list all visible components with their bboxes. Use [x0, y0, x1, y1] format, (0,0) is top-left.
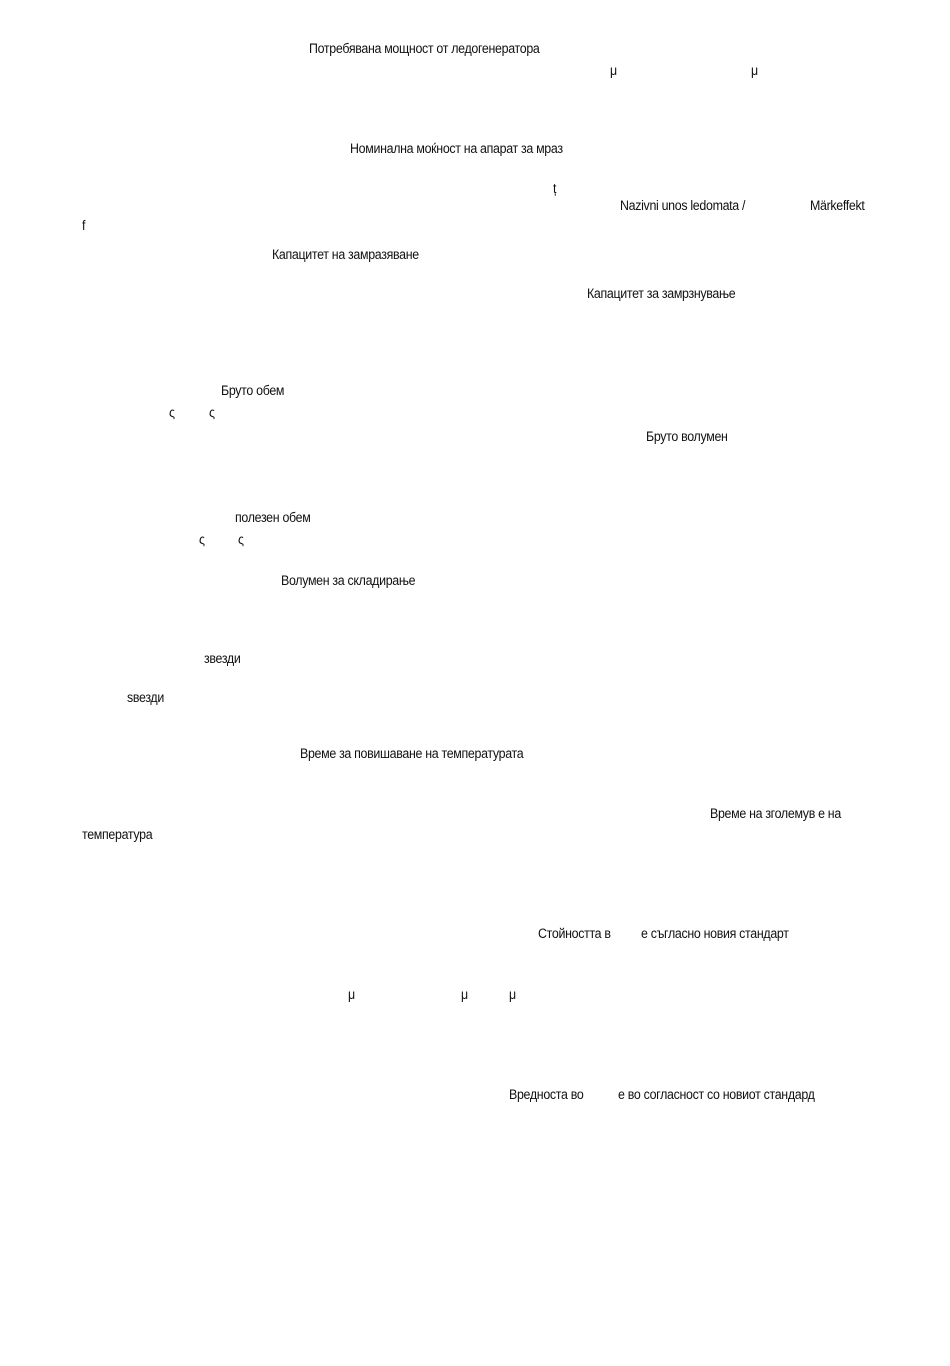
text-line: Капацитет за замрзнување	[587, 286, 736, 301]
symbol-mu: μ	[610, 63, 617, 78]
symbol-sigma: ς	[199, 532, 205, 547]
symbol-mu: μ	[461, 987, 468, 1002]
text-line: температура	[82, 827, 153, 842]
symbol-sigma: ς	[169, 405, 175, 420]
text-line: е во согласност со новиот стандард	[618, 1087, 815, 1102]
text-line: Капацитет на замразяване	[272, 247, 419, 262]
symbol-mu: μ	[509, 987, 516, 1002]
symbol-f: f	[82, 218, 86, 233]
text-line: полезен обем	[235, 510, 311, 525]
text-line: Бруто обем	[221, 383, 285, 398]
text-line: звезди	[204, 651, 241, 666]
text-line: е съгласно новия стандарт	[641, 926, 789, 941]
symbol-sigma: ς	[238, 532, 244, 547]
symbol-t-comma: ț	[553, 181, 557, 196]
text-line: Номинална моќност на апарат за мраз	[350, 141, 563, 156]
text-line: Бруто волумен	[646, 429, 728, 444]
symbol-mu: μ	[751, 63, 758, 78]
text-line: Потребявана мощност от ледогенератора	[309, 41, 540, 56]
text-line: Märkeffekt	[810, 198, 865, 213]
text-line: Вредноста во	[509, 1087, 584, 1102]
text-line: Стойността в	[538, 926, 611, 941]
symbol-sigma: ς	[209, 405, 215, 420]
text-line: Време на зголемув е на	[710, 806, 841, 821]
text-line: Nazivni unos ledomata /	[620, 198, 746, 213]
symbol-mu: μ	[348, 987, 355, 1002]
text-line: Време за повишаване на температурата	[300, 746, 524, 761]
text-line: ѕвезди	[127, 690, 164, 705]
text-line: Волумен за складирање	[281, 573, 416, 588]
